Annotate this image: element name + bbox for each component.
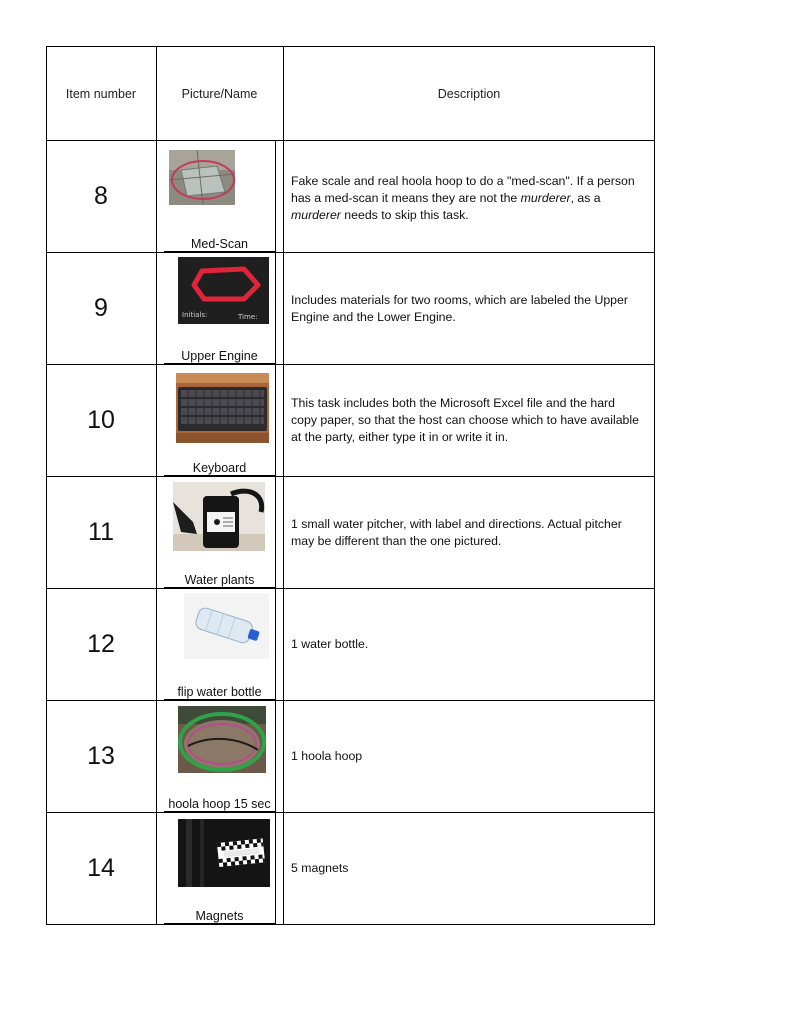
water-bottle-photo [184,593,269,659]
keyboard-photo [176,373,269,443]
header-description: Description [437,86,501,101]
table-row [46,141,655,253]
picture-cell [164,477,276,588]
item-name: Keyboard [192,461,247,475]
table-row [46,253,655,365]
item-description: Fake scale and real hoola hoop to do a "med-scan". If a person has a med-scan it means they are not the murderer, as a murderer needs to skip this task. [291,174,635,222]
item-number: 14 [87,854,115,882]
item-name: hoola hoop 15 sec [168,797,271,811]
item-name: Magnets [195,909,244,923]
item-description: Includes materials for two rooms, which are labeled the Upper Engine and the Lower Engine. [291,292,628,324]
item-description: This task includes both the Microsoft Excel file and the hard copy paper, so that the host can choose which to have available at the party, either type it in or write it in. [291,396,639,444]
picture-cell [164,253,276,364]
svg-text:Initials:: Initials: [182,311,208,319]
item-description: 5 magnets [291,861,349,875]
svg-text:Time:: Time: [238,313,258,321]
picture-cell [164,589,276,700]
item-number: 9 [94,294,108,322]
picture-cell [164,365,276,476]
item-description: 1 hoola hoop [291,749,363,763]
engine-label-photo [178,257,269,324]
hoola-hoop-photo [178,706,266,773]
table-row [46,365,655,477]
item-number: 11 [88,518,114,546]
item-description: 1 water bottle. [291,637,369,651]
water-pitcher-photo [173,482,265,551]
table-row [46,477,655,589]
scale-hoop-photo [169,150,235,205]
table-row [46,589,655,701]
picture-cell [164,141,276,252]
picture-cell [164,813,276,924]
item-number: 10 [87,406,115,434]
table-row [46,701,655,813]
item-number: 13 [87,742,115,770]
table-row [46,813,655,925]
header-item-number: Item number [65,86,137,101]
header-picture-name: Picture/Name [181,86,258,101]
item-name: Upper Engine [181,349,258,363]
item-name: Med-Scan [191,237,248,251]
item-name: Water plants [184,573,255,587]
items-table [46,46,655,925]
item-description: 1 small water pitcher, with label and directions. Actual pitcher may be different than the one pictured. [291,516,622,548]
table-header-row [46,46,655,141]
item-number: 8 [94,182,108,210]
item-number: 12 [87,630,115,658]
picture-cell [164,701,276,812]
magnets-photo [178,819,270,887]
item-name: flip water bottle [177,685,262,699]
